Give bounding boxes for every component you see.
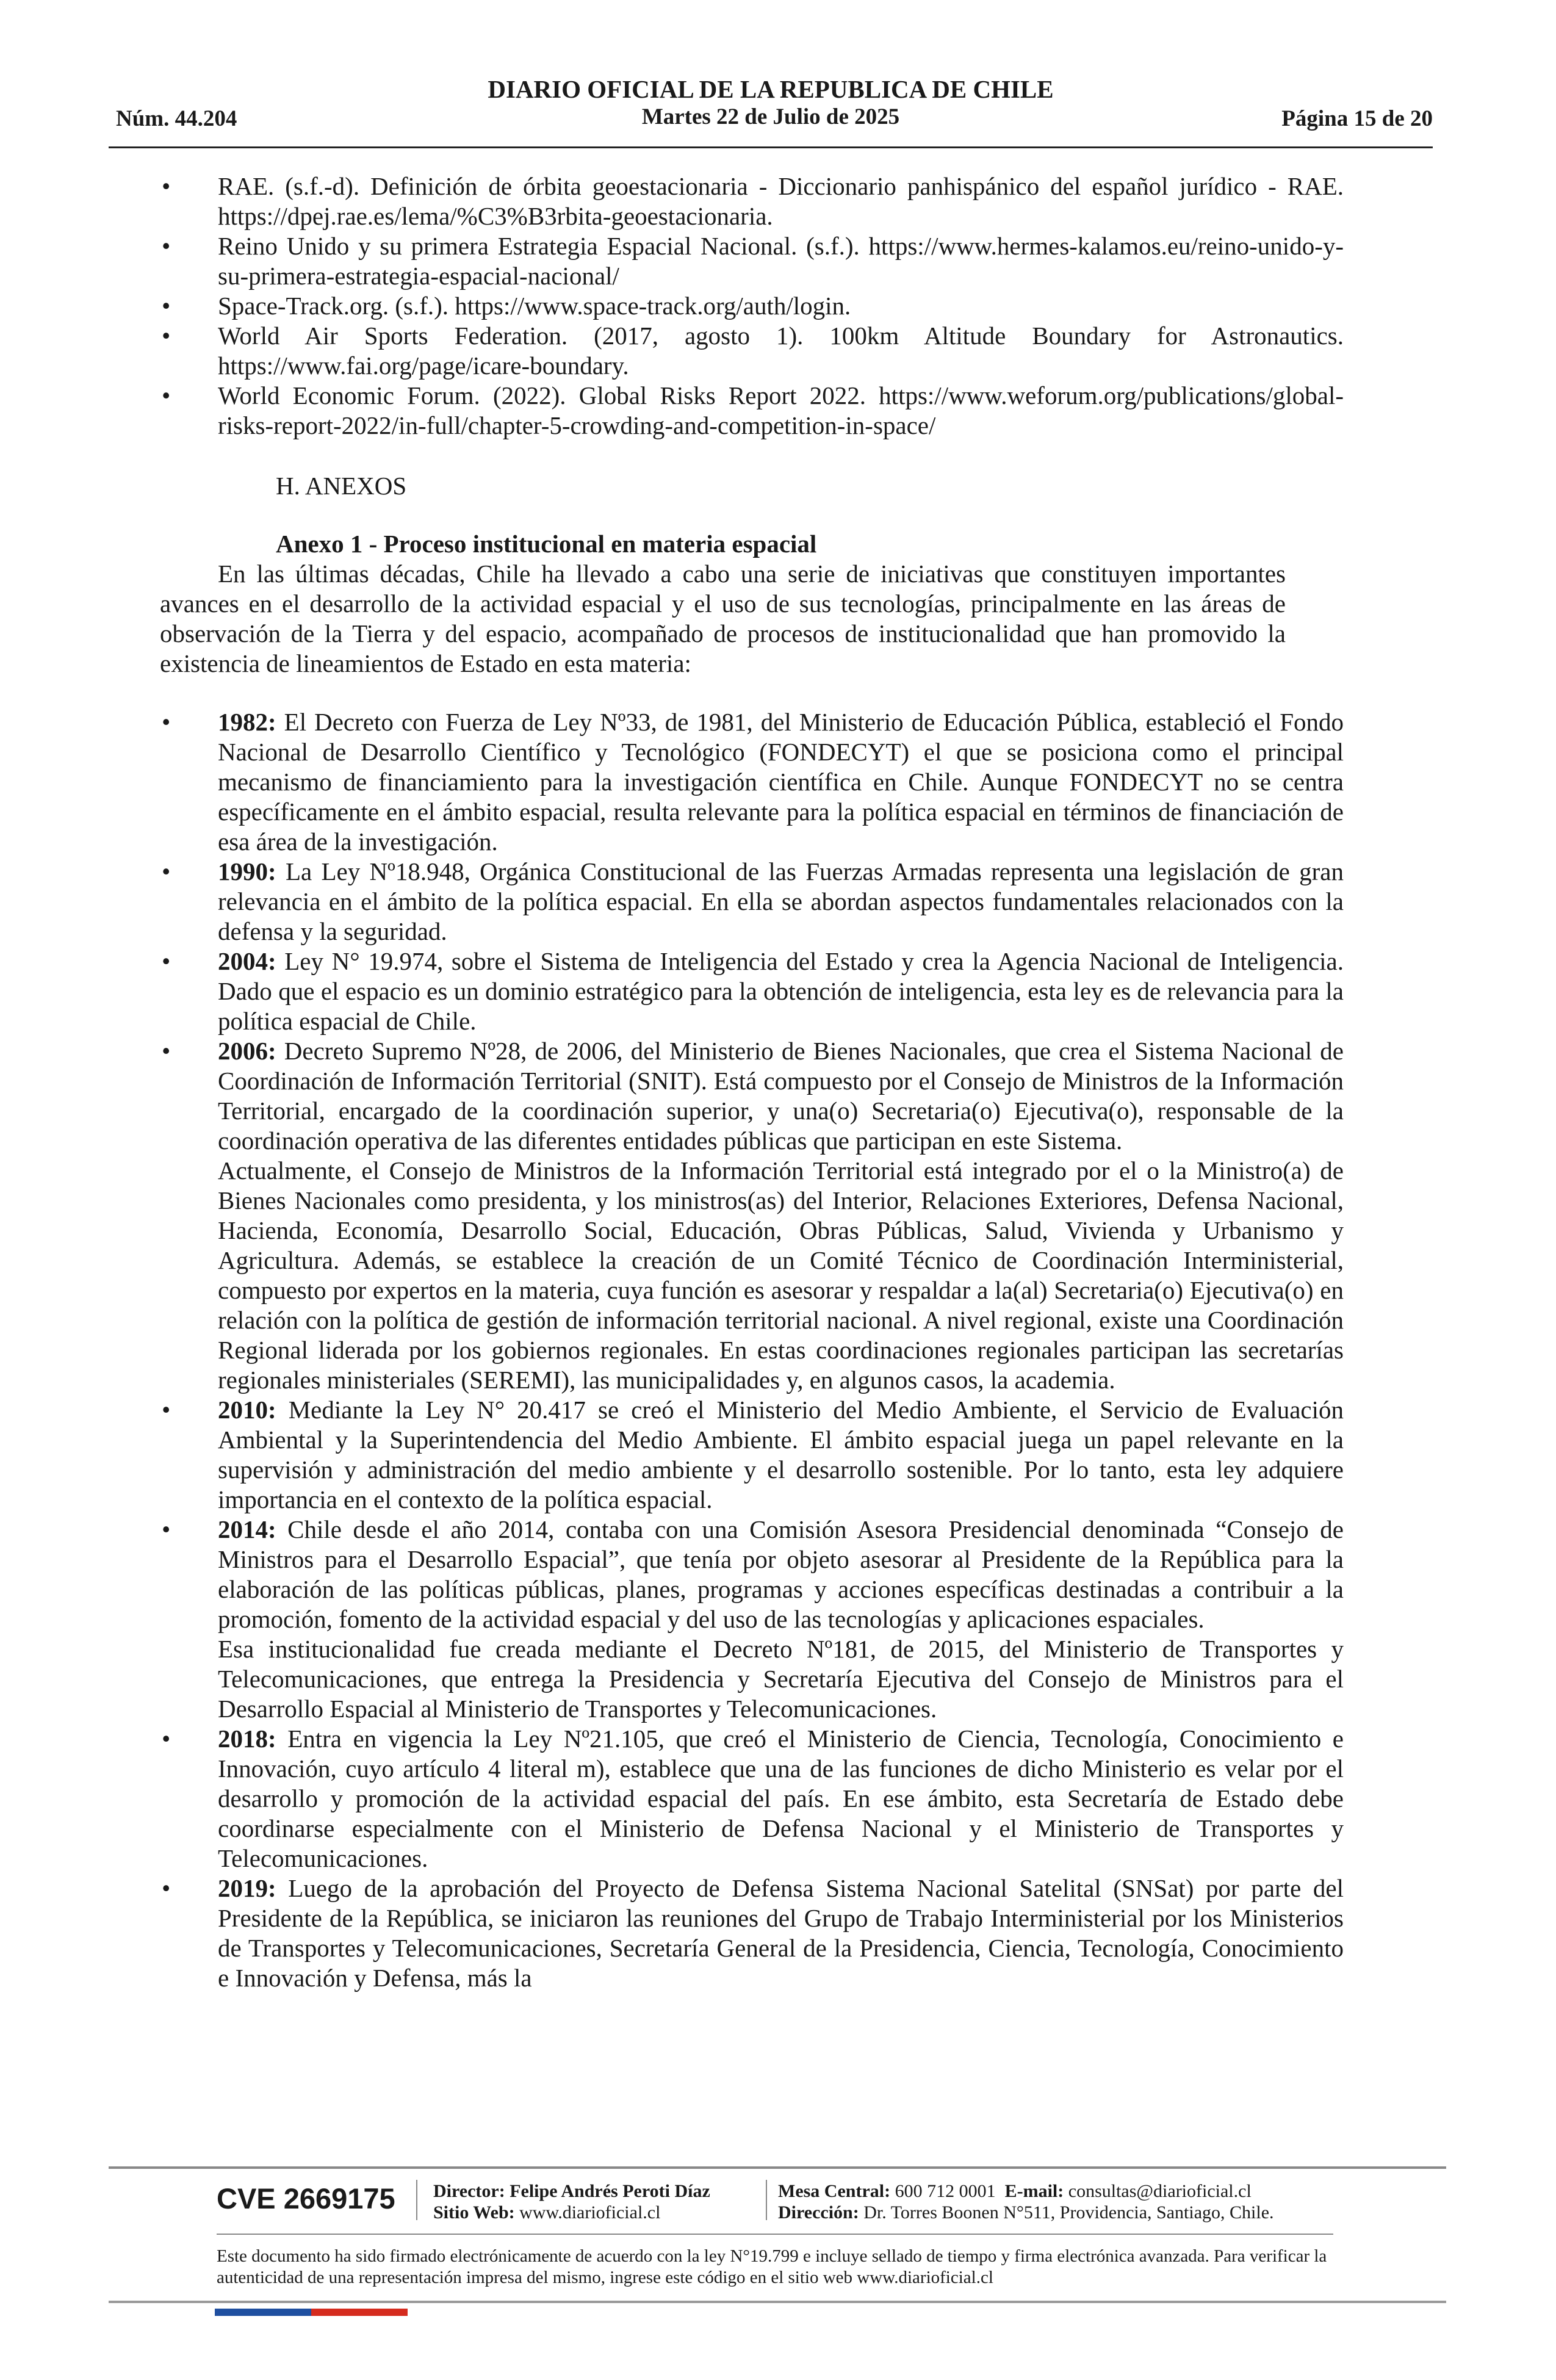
cve-code: CVE 2669175 bbox=[217, 2182, 395, 2215]
footer-divider bbox=[109, 2166, 1446, 2169]
bullet-mark: • bbox=[162, 708, 171, 736]
timeline-text: Ley N° 19.974, sobre el Sistema de Inteligencia del Estado y crea la Agencia Nacional de Inteligencia. Dado que el espacio es un dominio estratégico para la obtención de inteligencia, esta ley es de relevancia para la política espacial de Chile. bbox=[218, 947, 1344, 1035]
reference-item bbox=[102, 231, 1344, 291]
bullet-mark: • bbox=[162, 1515, 171, 1543]
masthead bbox=[109, 75, 1433, 131]
timeline-text: El Decreto con Fuerza de Ley Nº33, de 1981, del Ministerio de Educación Pública, estableció el Fondo Nacional de Desarrollo Científico y Tecnológico (FONDECYT) el que se posiciona como el principal mecanismo de financiamiento para la investigación científica en Chile. Aunque FONDECYT no se centra específicamente en el ámbito espacial, resulta relevante para la política espacial en términos de financiación de esa área de la investigación. bbox=[218, 708, 1344, 856]
timeline-item bbox=[102, 1724, 1344, 1873]
timeline-item bbox=[102, 707, 1344, 857]
reference-item bbox=[102, 171, 1344, 231]
footer-director-block bbox=[433, 2180, 710, 2223]
bullet-mark: • bbox=[162, 232, 171, 260]
footer-contact-block bbox=[778, 2180, 1274, 2223]
timeline-year: 2006: bbox=[218, 1037, 276, 1065]
timeline-extra-text: Esa institucionalidad fue creada mediante el Decreto Nº181, de 2015, del Ministerio de Transportes y Telecomunicaciones, que entrega la Presidencia y Secretaría Ejecutiva del Consejo de Ministros para el Desarrollo Espacial al Ministerio de Transportes y Telecomunicaciones. bbox=[218, 1635, 1344, 1723]
section-heading: H. ANEXOS bbox=[276, 472, 407, 500]
bullet-mark: • bbox=[162, 947, 171, 975]
reference-text: Space-Track.org. (s.f.). https://www.space-track.org/auth/login. bbox=[218, 292, 851, 320]
timeline-year: 2010: bbox=[218, 1396, 276, 1424]
timeline-text: Mediante la Ley N° 20.417 se creó el Ministerio del Medio Ambiente, el Servicio de Evaluación Ambiental y la Superintendencia del Medio Ambiente. El ámbito espacial juega un papel relevante en la supervisión y administración del medio ambiente y el desarrollo sostenible. Por lo tanto, esta ley adquiere importancia en el contexto de la política espacial. bbox=[218, 1396, 1344, 1513]
intro-wrapper bbox=[160, 559, 1286, 679]
intro-paragraph: En las últimas décadas, Chile ha llevado a cabo una serie de iniciativas que constituyen importantes avances en el desarrollo de la actividad espacial y el uso de sus tecnologías, principalmente en las áreas de observación de la Tierra y del espacio, acompañado de procesos de institucionalidad que han promovido la existencia de lineamientos de Estado en esta materia: bbox=[160, 560, 1286, 677]
bullet-mark: • bbox=[162, 1396, 171, 1424]
legal-notice: Este documento ha sido firmado electrónicamente de acuerdo con la ley N°19.799 e incluye sellado de tiempo y firma electrónica avanzada. Para verificar la autenticidad de una representación impresa del mismo, ingrese este código en el sitio web www.diarioficial.cl bbox=[217, 2246, 1327, 2287]
timeline-year: 2019: bbox=[218, 1874, 276, 1902]
bullet-mark: • bbox=[162, 381, 171, 409]
footer-separator bbox=[766, 2180, 767, 2220]
director-name: Felipe Andrés Peroti Díaz bbox=[510, 2181, 710, 2201]
document-body bbox=[160, 171, 1344, 1993]
email-label: E-mail: bbox=[1004, 2181, 1064, 2201]
address-text: Dr. Torres Boonen N°511, Providencia, Santiago, Chile. bbox=[863, 2202, 1274, 2223]
issue-date: Martes 22 de Julio de 2025 bbox=[641, 104, 900, 129]
flag-stripe-red bbox=[311, 2309, 408, 2316]
footer-separator bbox=[416, 2180, 417, 2220]
email-link[interactable]: consultas@diarioficial.cl bbox=[1068, 2181, 1252, 2201]
masthead-title: DIARIO OFICIAL DE LA REPUBLICA DE CHILE bbox=[488, 75, 1054, 103]
bullet-mark: • bbox=[162, 322, 171, 350]
website-link[interactable]: www.diarioficial.cl bbox=[519, 2202, 661, 2223]
timeline-item bbox=[102, 1036, 1344, 1395]
timeline-item bbox=[102, 857, 1344, 947]
timeline-item bbox=[102, 947, 1344, 1036]
footer-divider bbox=[109, 2301, 1446, 2303]
timeline-list bbox=[162, 707, 1344, 1993]
issue-number: Núm. 44.204 bbox=[116, 106, 237, 131]
timeline-item bbox=[102, 1395, 1344, 1515]
reference-item bbox=[102, 321, 1344, 381]
bullet-mark: • bbox=[162, 1037, 171, 1065]
reference-text: World Economic Forum. (2022). Global Risks Report 2022. https://www.weforum.org/publications/global-risks-report-2022/in-full/chapter-5-crowding-and-competition-in-space/ bbox=[218, 381, 1344, 439]
reference-text: RAE. (s.f.-d). Definición de órbita geoestacionaria - Diccionario panhispánico del español jurídico - RAE. https://dpej.rae.es/lema/%C3%B3rbita-geoestacionaria. bbox=[218, 172, 1344, 230]
phone-label: Mesa Central: bbox=[778, 2181, 891, 2201]
bullet-mark: • bbox=[162, 292, 171, 320]
timeline-text: Chile desde el año 2014, contaba con una Comisión Asesora Presidencial denominada “Consejo de Ministros para el Desarrollo Espacial”, que tenía por objeto asesorar al Presidente de la República para la elaboración de las políticas públicas, planes, programas y acciones específicas destinadas a contribuir a la promoción, fomento de la actividad espacial y del uso de las tecnologías y aplicaciones espaciales. bbox=[218, 1515, 1344, 1633]
bullet-mark: • bbox=[162, 1874, 171, 1902]
address-label: Dirección: bbox=[778, 2202, 859, 2223]
reference-text: Reino Unido y su primera Estrategia Espacial Nacional. (s.f.). https://www.hermes-kalamos.eu/reino-unido-y-su-primera-estrategia-espacial-nacional/ bbox=[218, 232, 1344, 290]
reference-item bbox=[102, 291, 1344, 321]
timeline-text: Decreto Supremo Nº28, de 2006, del Ministerio de Bienes Nacionales, que crea el Sistema Nacional de Coordinación de Información Territorial (SNIT). Está compuesto por el Consejo de Ministros de la Información Territorial, encargado de la coordinación superior, y una(o) Secretaria(o) Ejecutiva(o), responsable de la coordinación operativa de las diferentes entidades públicas que participan en este Sistema. bbox=[218, 1037, 1344, 1155]
timeline-year: 2014: bbox=[218, 1515, 276, 1543]
website-label: Sitio Web: bbox=[433, 2202, 515, 2223]
timeline-text: Luego de la aprobación del Proyecto de Defensa Sistema Nacional Satelital (SNSat) por parte del Presidente de la República, se iniciaron las reuniones del Grupo de Trabajo Interministerial por los Ministerios de Transportes y Telecomunicaciones, Secretaría General de la Presidencia, Ciencia, Tecnología, Conocimiento e Innovación y Defensa, más la bbox=[218, 1874, 1344, 1992]
bullet-mark: • bbox=[162, 172, 171, 200]
reference-text: World Air Sports Federation. (2017, agosto 1). 100km Altitude Boundary for Astronautics. https://www.fai.org/page/icare-boundary. bbox=[218, 322, 1344, 380]
annex-title: Anexo 1 - Proceso institucional en materia espacial bbox=[276, 530, 817, 558]
reference-item bbox=[102, 381, 1344, 441]
flag-stripe-blue bbox=[215, 2309, 311, 2316]
phone-number: 600 712 0001 bbox=[895, 2181, 996, 2201]
bullet-mark: • bbox=[162, 1725, 171, 1753]
page-number: Página 15 de 20 bbox=[1281, 106, 1433, 131]
timeline-item bbox=[102, 1515, 1344, 1724]
timeline-year: 2004: bbox=[218, 947, 276, 975]
director-label: Director: bbox=[433, 2181, 505, 2201]
bullet-mark: • bbox=[162, 857, 171, 885]
timeline-item bbox=[102, 1873, 1344, 1993]
timeline-year: 1990: bbox=[218, 857, 276, 885]
timeline-year: 2018: bbox=[218, 1725, 276, 1753]
timeline-year: 1982: bbox=[218, 708, 276, 736]
footer-divider bbox=[217, 2234, 1333, 2235]
timeline-text: La Ley Nº18.948, Orgánica Constitucional de las Fuerzas Armadas representa una legislación de gran relevancia en el ámbito de la política espacial. En ella se abordan aspectos fundamentales relacionados con la defensa y la seguridad. bbox=[218, 857, 1344, 945]
timeline-extra-text: Actualmente, el Consejo de Ministros de la Información Territorial está integrado por el o la Ministro(a) de Bienes Nacionales como presidenta, y los ministros(as) del Interior, Relaciones Exteriores, Defensa Nacional, Hacienda, Economía, Desarrollo Social, Educación, Obras Públicas, Salud, Vivienda y Urbanismo y Agricultura. Además, se establece la creación de un Comité Técnico de Coordinación Interministerial, compuesto por expertos en la materia, cuya función es asesorar y respaldar a la(al) Secretaria(o) Ejecutiva(o) en relación con la política de gestión de información territorial nacional. A nivel regional, existe una Coordinación Regional liderada por los gobiernos regionales. En estas coordinaciones regionales participan las secretarías regionales ministeriales (SEREMI), las municipalidades y, en algunos casos, la academia. bbox=[218, 1156, 1344, 1394]
page-header bbox=[109, 72, 1433, 148]
references-list bbox=[162, 171, 1344, 441]
timeline-text: Entra en vigencia la Ley Nº21.105, que creó el Ministerio de Ciencia, Tecnología, Conocimiento e Innovación, cuyo artículo 4 literal m), establece que una de las funciones de dicho Ministerio es velar por el desarrollo y promoción de la actividad espacial del país. En ese ámbito, esta Secretaría de Estado debe coordinarse especialmente con el Ministerio de Defensa Nacional y el Ministerio de Transportes y Telecomunicaciones. bbox=[218, 1725, 1344, 1872]
